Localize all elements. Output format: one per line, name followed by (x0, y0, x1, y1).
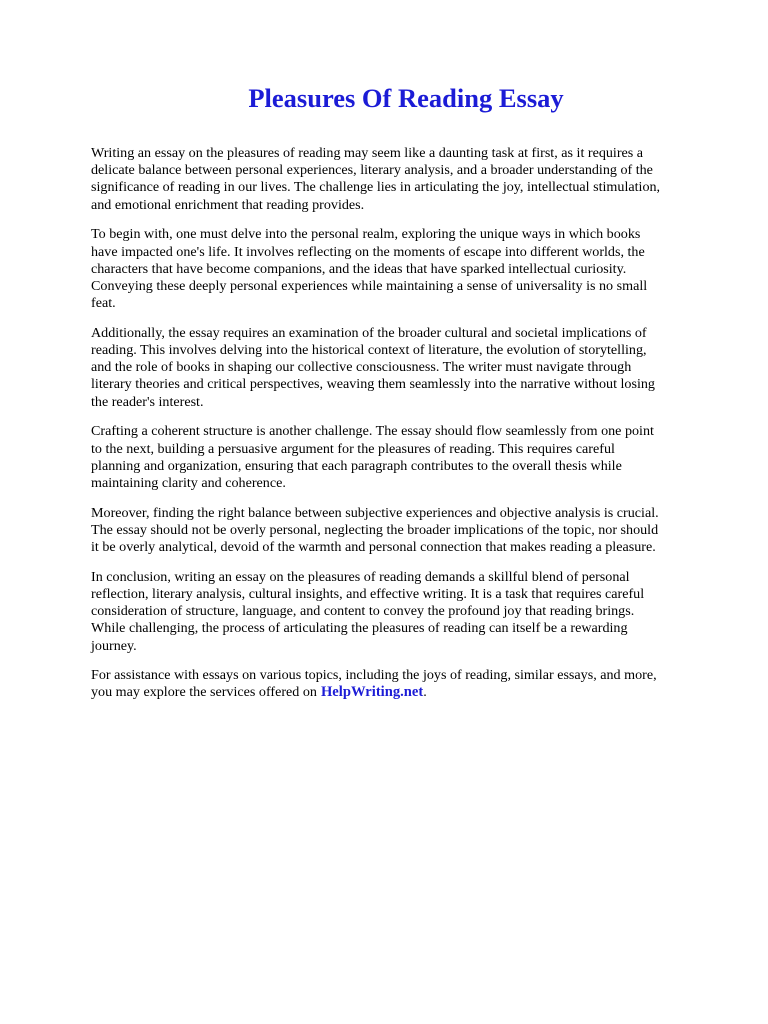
paragraph-line: the reader's interest. (91, 393, 204, 410)
paragraph-line: While challenging, the process of articulating the pleasures of reading can itself be a rewarding (91, 620, 628, 637)
page-title: Pleasures Of Reading Essay (248, 83, 564, 113)
paragraph-line: reflection, literary analysis, cultural insights, and effective writing. It is a task that requires careful (91, 585, 645, 602)
paragraph-line: Writing an essay on the pleasures of reading may seem like a daunting task at first, as it requires a (91, 145, 644, 161)
paragraph-line: feat. (91, 295, 116, 312)
paragraph-2 (91, 226, 731, 312)
paragraph-line: and emotional enrichment that reading provides. (91, 196, 365, 213)
closing-link-line (91, 684, 731, 701)
paragraph-line: Crafting a coherent structure is another challenge. The essay should flow seamlessly from one point (91, 423, 654, 440)
paragraph-line: consideration of structure, language, and content to convey the profound joy that reading brings. (91, 603, 635, 620)
paragraph-line: reading. This involves delving into the historical context of literature, the evolution of storytelling, (91, 342, 647, 359)
paragraph-1 (91, 145, 731, 214)
closing-paragraph (91, 667, 731, 701)
paragraph-line: Moreover, finding the right balance between subjective experiences and objective analysis is crucial. (91, 504, 659, 521)
paragraph-line: to the next, building a persuasive argument for the pleasures of reading. This requires careful (91, 440, 615, 457)
paragraph-line: planning and organization, ensuring that each paragraph contributes to the overall thesis while (91, 457, 622, 474)
paragraph-line: For assistance with essays on various topics, including the joys of reading, similar essays, and more, (91, 667, 657, 684)
closing-suffix-text: . (423, 684, 427, 701)
paragraph-6 (91, 569, 731, 655)
essay-body (91, 145, 731, 714)
paragraph-line: Conveying these deeply personal experiences while maintaining a sense of universality is no small (91, 277, 648, 294)
paragraph-line: delicate balance between personal experiences, literary analysis, and a broader understanding of the (91, 162, 653, 179)
paragraph-line: and the role of books in shaping our collective consciousness. The writer must navigate through (91, 359, 632, 376)
paragraph-line: The essay should not be overly personal, neglecting the broader implications of the topic, nor should (91, 521, 659, 538)
paragraph-line: have impacted one's life. It involves reflecting on the moments of escape into different worlds, the (91, 243, 645, 260)
paragraph-line: characters that have become companions, and the ideas that have sparked intellectual curiosity. (91, 260, 627, 277)
paragraph-3 (91, 325, 731, 411)
helpwriting-link[interactable]: HelpWriting.net (320, 684, 424, 701)
paragraph-line: it be overly analytical, devoid of the warmth and personal connection that makes reading a pleasure. (91, 539, 656, 556)
paragraph-line: Additionally, the essay requires an examination of the broader cultural and societal implications of (91, 324, 647, 341)
paragraph-4 (91, 423, 731, 492)
paragraph-line: literary theories and critical perspectives, weaving them seamlessly into the narrative without losing (91, 376, 655, 393)
paragraph-line: maintaining clarity and coherence. (91, 474, 286, 491)
paragraph-5 (91, 505, 731, 557)
paragraph-line: significance of reading in our lives. The challenge lies in articulating the joy, intellectual stimulation, (91, 179, 661, 196)
closing-prefix-text: you may explore the services offered on (91, 684, 317, 701)
paragraph-line: In conclusion, writing an essay on the pleasures of reading demands a skillful blend of personal (91, 568, 630, 585)
paragraph-line: To begin with, one must delve into the personal realm, exploring the unique ways in which books (91, 226, 641, 243)
paragraph-line: journey. (91, 637, 137, 654)
